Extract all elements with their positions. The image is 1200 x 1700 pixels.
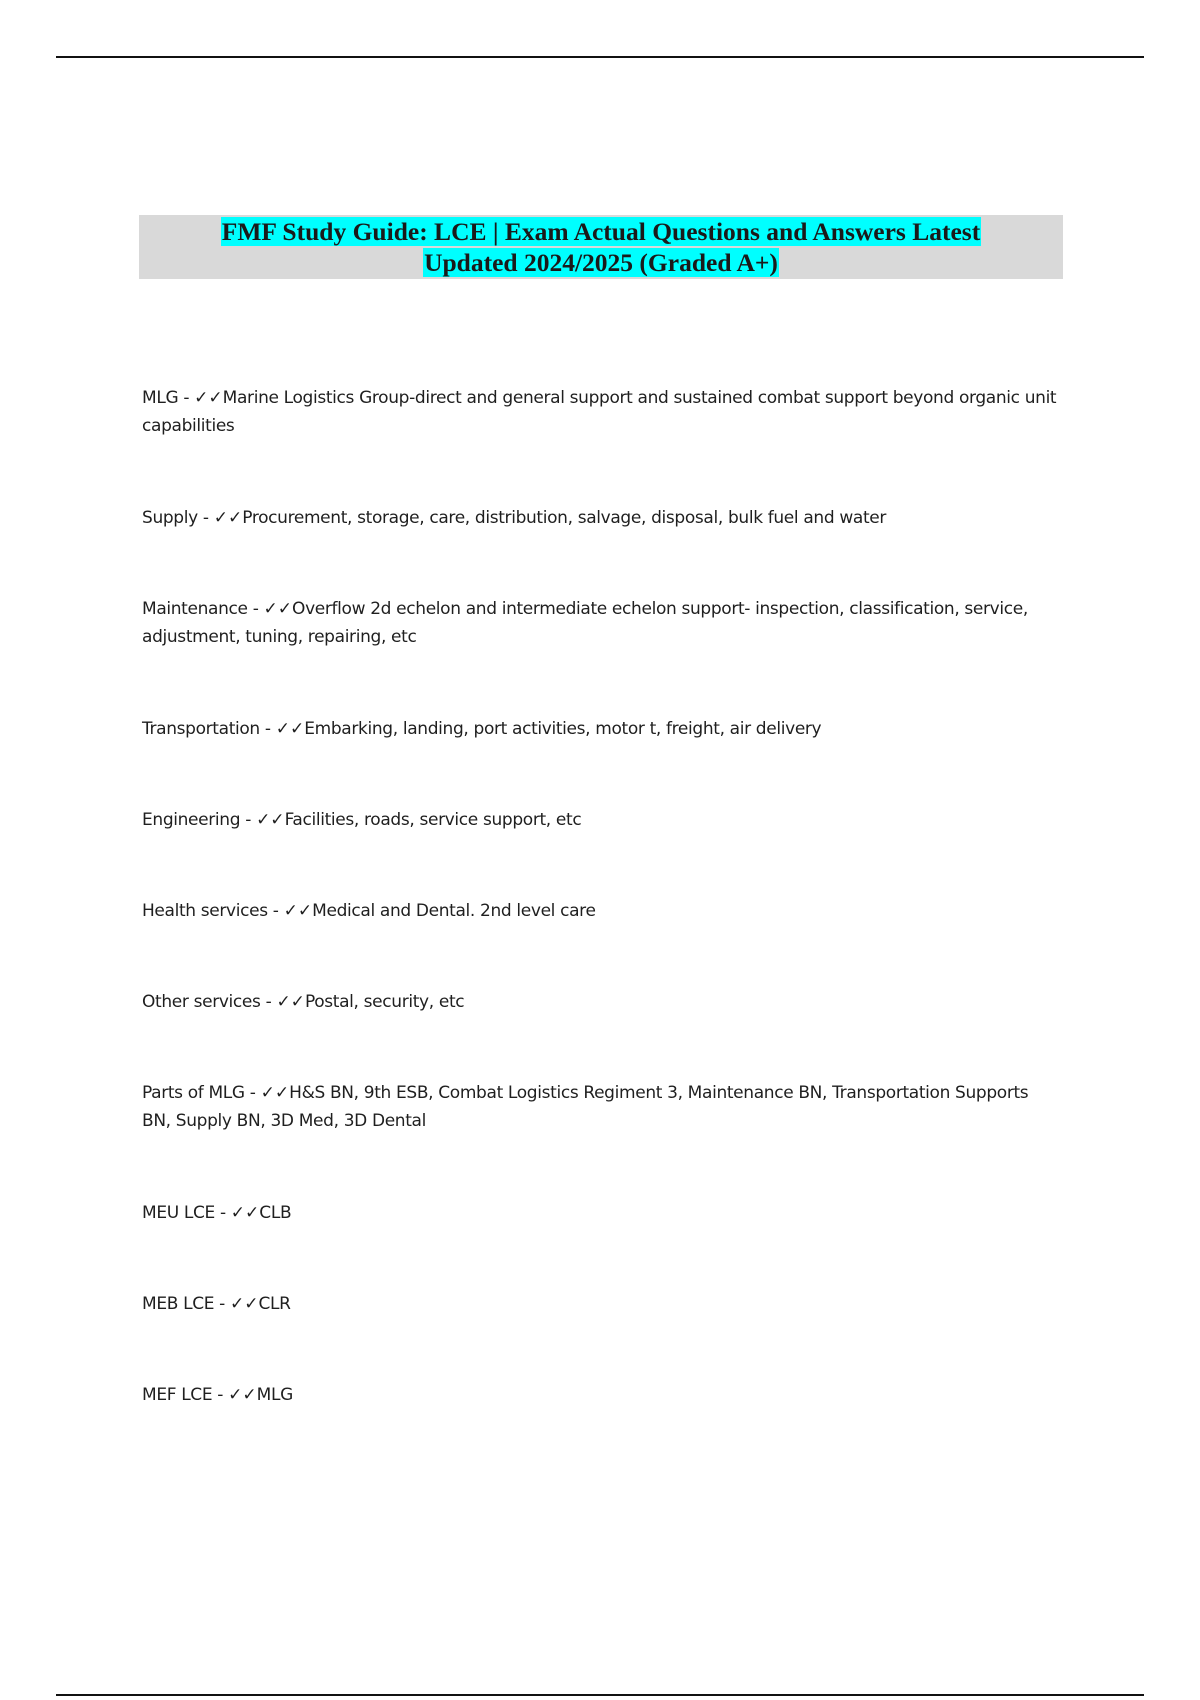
entry-term: MEF LCE - [142, 1385, 228, 1405]
entry-definition: CLB [259, 1203, 292, 1223]
entry-term: MEU LCE - [142, 1203, 231, 1223]
double-check-icon: ✓✓ [276, 992, 305, 1012]
entry-term: Maintenance - [142, 599, 264, 619]
entry-term: Supply - [142, 508, 214, 528]
title-banner [139, 215, 1063, 279]
entry-definition: CLR [258, 1294, 291, 1314]
double-check-icon: ✓✓ [260, 1083, 290, 1103]
double-check-icon: ✓✓ [213, 508, 243, 528]
entry-definition: Medical and Dental. 2nd level care [312, 901, 596, 921]
entry-definition: Marine Logistics Group-direct and general support and sustained combat support beyond organic unit capabilities [142, 388, 1057, 436]
header-rule [56, 56, 1144, 58]
qa-entry-parts-of-mlg [142, 1079, 1062, 1135]
qa-entry-maintenance [142, 595, 1062, 651]
qa-entry-meu-lce [142, 1199, 1062, 1227]
qa-entry-other-services [142, 988, 1062, 1016]
entry-term: Parts of MLG - [142, 1083, 261, 1103]
qa-entry-engineering [142, 806, 1062, 834]
qa-entry-mef-lce [142, 1381, 1062, 1409]
entry-definition: Facilities, roads, service support, etc [284, 810, 582, 830]
qa-entry-mlg [142, 384, 1062, 440]
double-check-icon: ✓✓ [256, 810, 285, 830]
double-check-icon: ✓✓ [283, 901, 313, 921]
entry-term: Other services - [142, 992, 276, 1012]
entry-term: Transportation - [142, 719, 276, 739]
entry-definition: Embarking, landing, port activities, motor t, freight, air delivery [304, 719, 822, 739]
double-check-icon: ✓✓ [230, 1203, 260, 1223]
double-check-icon: ✓✓ [275, 719, 305, 739]
entry-term: Engineering - [142, 810, 256, 830]
entry-definition: Postal, security, etc [304, 992, 465, 1012]
double-check-icon: ✓✓ [228, 1385, 257, 1405]
title-line-2: Updated 2024/2025 (Graded A+) [424, 248, 778, 277]
entry-term: MLG - [142, 388, 194, 408]
qa-entry-supply [142, 504, 1062, 532]
qa-entry-transportation [142, 715, 1062, 743]
entry-term: Health services - [142, 901, 284, 921]
entry-definition: H&S BN, 9th ESB, Combat Logistics Regiment 3, Maintenance BN, Transportation Supports BN, Supply BN, 3D Med, 3D Dental [142, 1083, 1029, 1131]
entry-definition: Overflow 2d echelon and intermediate echelon support- inspection, classification, service, adjustment, tuning, repairing, etc [142, 599, 1028, 647]
double-check-icon: ✓✓ [263, 599, 293, 619]
entry-term: MEB LCE - [142, 1294, 230, 1314]
document-title [221, 216, 981, 278]
entry-definition: Procurement, storage, care, distribution, salvage, disposal, bulk fuel and water [242, 508, 887, 528]
footer-rule [56, 1694, 1144, 1696]
double-check-icon: ✓✓ [194, 388, 223, 408]
double-check-icon: ✓✓ [230, 1294, 259, 1314]
qa-entry-meb-lce [142, 1290, 1062, 1318]
qa-entry-health-services [142, 897, 1062, 925]
title-line-1: FMF Study Guide: LCE | Exam Actual Questions and Answers Latest [221, 217, 981, 246]
entry-definition: MLG [256, 1385, 293, 1405]
